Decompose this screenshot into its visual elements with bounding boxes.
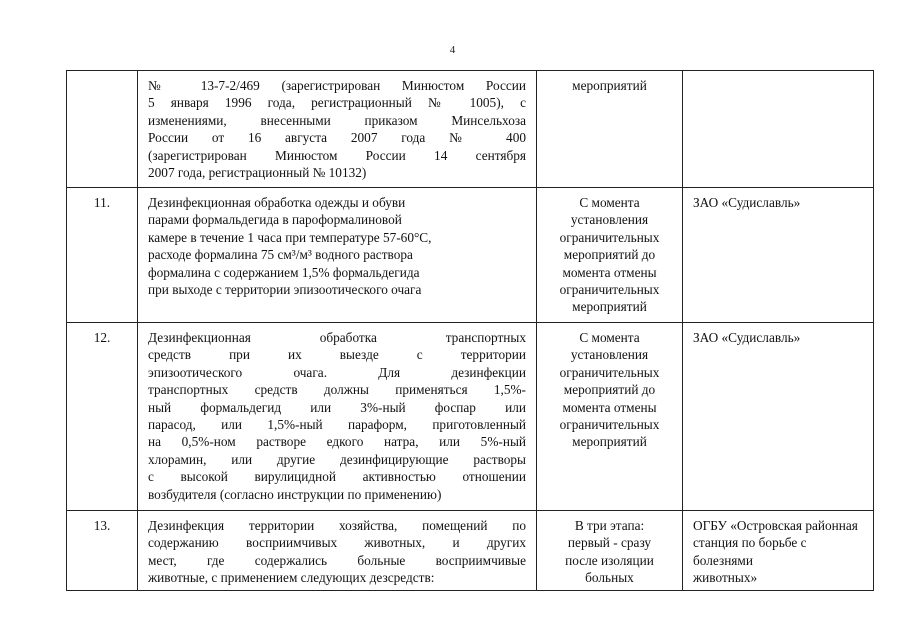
row-number: 11. [67,188,138,323]
text-line: ограничительных [559,364,660,380]
text-line: содержанию восприимчивых животных, и других [148,535,526,551]
text-line: № 13-7-2/469 (зарегистрирован Минюстом России [148,78,526,93]
term-cell [537,323,683,511]
text-line: животных» [693,570,758,586]
text-line: ный формальдегид или 3%-ный фоспар или [148,399,526,415]
row-number [67,71,138,188]
measure-description [138,511,537,591]
text-line: установления [570,212,649,228]
table-row [67,511,874,591]
text-line: расходе формалина 75 см³/м³ водного раствора [148,247,413,263]
text-line: парами формальдегида в пароформалиновой [148,212,402,228]
measures-table [66,70,874,591]
text-line: ЗАО «Судиславль» [693,330,801,345]
text-line: станция по борьбе с болезнями [693,535,807,568]
text-line: камере в течение 1 часа при температуре 57-60°С, [148,229,432,245]
text-line: ЗАО «Судиславль» [693,195,801,210]
text-line: возбудителя (согласно инструкции по применению) [148,486,442,502]
text-line: Дезинфекционная обработка одежды и обуви [148,195,406,210]
text-line: момента отмены [562,264,657,280]
text-line: Дезинфекционная обработка транспортных [148,330,526,345]
text-line: (зарегистрирован Минюстом России 14 сентября [148,147,526,163]
text-line: В три этапа: [574,518,645,533]
text-line: эпизоотического очага. Для дезинфекции [148,364,526,380]
text-line: изменениями, внесенными приказом Минсельхоза [148,112,526,128]
responsible-cell [683,511,874,591]
text-line: ограничительных [559,282,660,298]
table-row [67,323,874,511]
text-line: на 0,5%-ном растворе едкого натра, или 5%-ный [148,434,526,450]
text-line: при выходе с территории эпизоотического очага [148,282,422,298]
text-line: больных [585,570,634,586]
text-line: 5 января 1996 года, регистрационный № 1005), с [148,95,526,111]
page-number: 4 [449,44,456,56]
term-cell [537,71,683,188]
responsible-cell [683,188,874,323]
text-line: мероприятий [572,299,647,315]
table-row [67,188,874,323]
text-line: ограничительных [559,417,660,433]
text-line: после изоляции [565,552,654,568]
text-line: момента отмены [562,399,657,415]
responsible-cell [683,323,874,511]
text-line: Дезинфекция территории хозяйства, помещений по [148,518,526,533]
table-row [67,71,874,188]
text-line: ограничительных [559,229,660,245]
text-line: мероприятий [572,434,647,450]
row-number: 13. [67,511,138,591]
measure-description [138,71,537,188]
text-line: средств при их выезде с территории [148,347,526,363]
text-line: С момента [579,330,640,345]
term-cell [537,188,683,323]
text-line: с высокой вирулицидной активностью отношении [148,469,526,485]
text-line: мероприятий [572,78,647,93]
text-line: парасод, или 1,5%-ный параформ, приготовленный [148,417,526,433]
text-line: установления [570,347,649,363]
text-line: ОГБУ «Островская районная [693,518,858,533]
text-line: животные, с применением следующих дезсредств: [148,570,435,586]
text-line: мероприятий до [563,247,656,263]
text-line: мероприятий до [563,382,656,398]
text-line: первый - сразу [567,535,652,551]
text-line: 2007 года, регистрационный № 10132) [148,165,367,181]
text-line: формалина с содержанием 1,5% формальдегида [148,264,420,280]
row-number: 12. [67,323,138,511]
text-line: России от 16 августа 2007 года № 400 [148,130,526,146]
term-cell [537,511,683,591]
measure-description [138,323,537,511]
text-line: С момента [579,195,640,210]
text-line: транспортных средств должны применяться 1,5%- [148,382,526,398]
responsible-cell [683,71,874,188]
measure-description [138,188,537,323]
text-line: мест, где содержались больные восприимчивые [148,552,526,568]
text-line: хлорамин, или другие дезинфицирующие растворы [148,451,526,467]
